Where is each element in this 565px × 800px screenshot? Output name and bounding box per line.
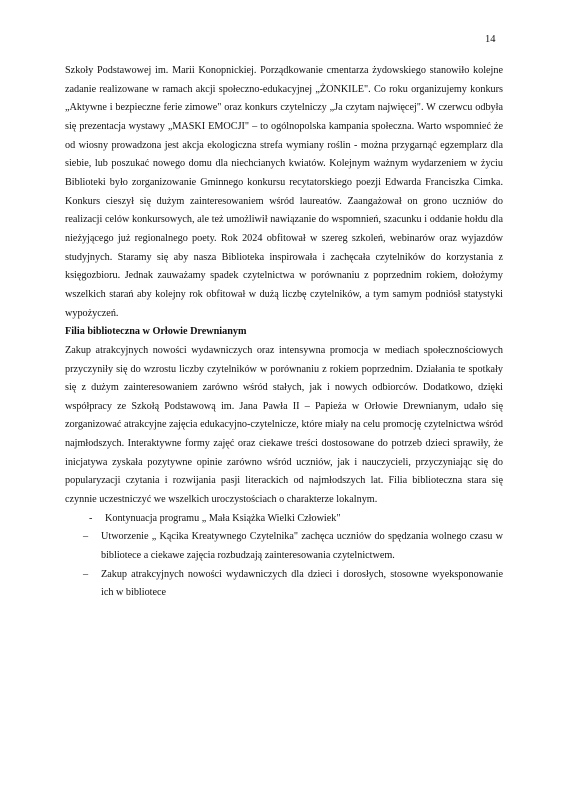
document-body [65, 62, 503, 603]
list-item-text: Zakup atrakcyjnych nowości wydawniczych dla dzieci i dorosłych, stosowne wyeksponowanie ich w bibliotece [101, 568, 503, 599]
bullet-marker: - [89, 512, 93, 524]
list-item [65, 510, 503, 529]
list-item-text: Utworzenie „ Kącika Kreatywnego Czytelnika" zachęca uczniów do spędzania wolnego czasu w bibliotece a ciekawe zajęcia rozbudzają zainteresowania czytelnictwem. [101, 531, 503, 562]
list-item-text: Kontynuacja programu „ Mała Książka Wielki Człowiek" [105, 512, 341, 524]
paragraph-branch-library: Zakup atrakcyjnych nowości wydawniczych oraz intensywna promocja w mediach społecznościowych przyczyniły się do wzrostu liczby czytelników w porównaniu z rokiem poprzednim. Działania te spotkały się z dużym zainteresowaniem zarówno wśród stałych, jak i nowych odbiorców. Dodatkowo, dzięki współpracy ze Szkołą Podstawową im. Jana Pawła II – Papieża w Orłowie Drewnianym, udało się zorganizować atrakcyjne zajęcia edukacyjno-czytelnicze, które miały na celu promocję czytelnictwa wśród najmłodszych. Interaktywne formy zajęć oraz ciekawe treści dostosowane do potrzeb dzieci sprawiły, że inicjatywa zyskała pozytywne opinie zarówno wśród uczniów, jak i nauczycieli, przyczyniając się do popularyzacji czytania i rozwijania pasji literackich od najmłodszych lat. Filia biblioteczna stara się czynnie uczestniczyć we wszelkich uroczystościach o charakterze lokalnym. [65, 344, 503, 506]
page-number: 14 [485, 34, 496, 45]
section-heading: Filia biblioteczna w Orłowie Drewnianym [65, 326, 247, 338]
bullet-marker: – [83, 531, 89, 543]
list-item [65, 566, 503, 603]
list-item [65, 528, 503, 565]
bullet-marker: – [83, 568, 89, 580]
activity-list [65, 510, 503, 603]
paragraph-events: Szkoły Podstawowej im. Marii Konopnickiej. Porządkowanie cmentarza żydowskiego stanowiło kolejne zadanie realizowane w ramach akcji społeczno-edukacyjnej „ŻONKILE". Co roku organizujemy konkurs „Aktywne i bezpieczne ferie zimowe" oraz konkurs czytelniczy „Ja czytam najwięcej". W czerwcu odbyła się prezentacja wystawy „MASKI EMOCJI" – to ogólnopolska kampania społeczna. Warto wspomnieć że od wiosny prowadzona jest akcja ekologiczna strefa wymiany roślin - można przygarnąć egzemplarz dla siebie, lub poszukać nowego domu dla niechcianych kwiatów. Kolejnym ważnym wydarzeniem w życiu Biblioteki było zorganizowanie Gminnego konkursu recytatorskiego poezji Edwarda Franciszka Cimka. Konkurs cieszył się dużym zainteresowaniem wśród laureatów. Zaangażował on grono uczniów do realizacji celów konkursowych, ale też umożliwił nawiązanie do wspomnień, szacunku i oddanie hołdu dla nieżyjącego już regionalnego poety. Rok 2024 obfitował w szereg szkoleń, webinarów oraz wyjazdów studyjnych. Staramy się aby nasza Biblioteka inspirowała i zachęcała czytelników do korzystania z księgozbioru. Jednak zauważamy spadek czytelnictwa w porównaniu z poprzednim rokiem, dołożymy wszelkich starań aby kolejny rok obfitował w dużą liczbę czytelników, a tym samym podniósł statystyki wypożyczeń. [65, 65, 503, 319]
